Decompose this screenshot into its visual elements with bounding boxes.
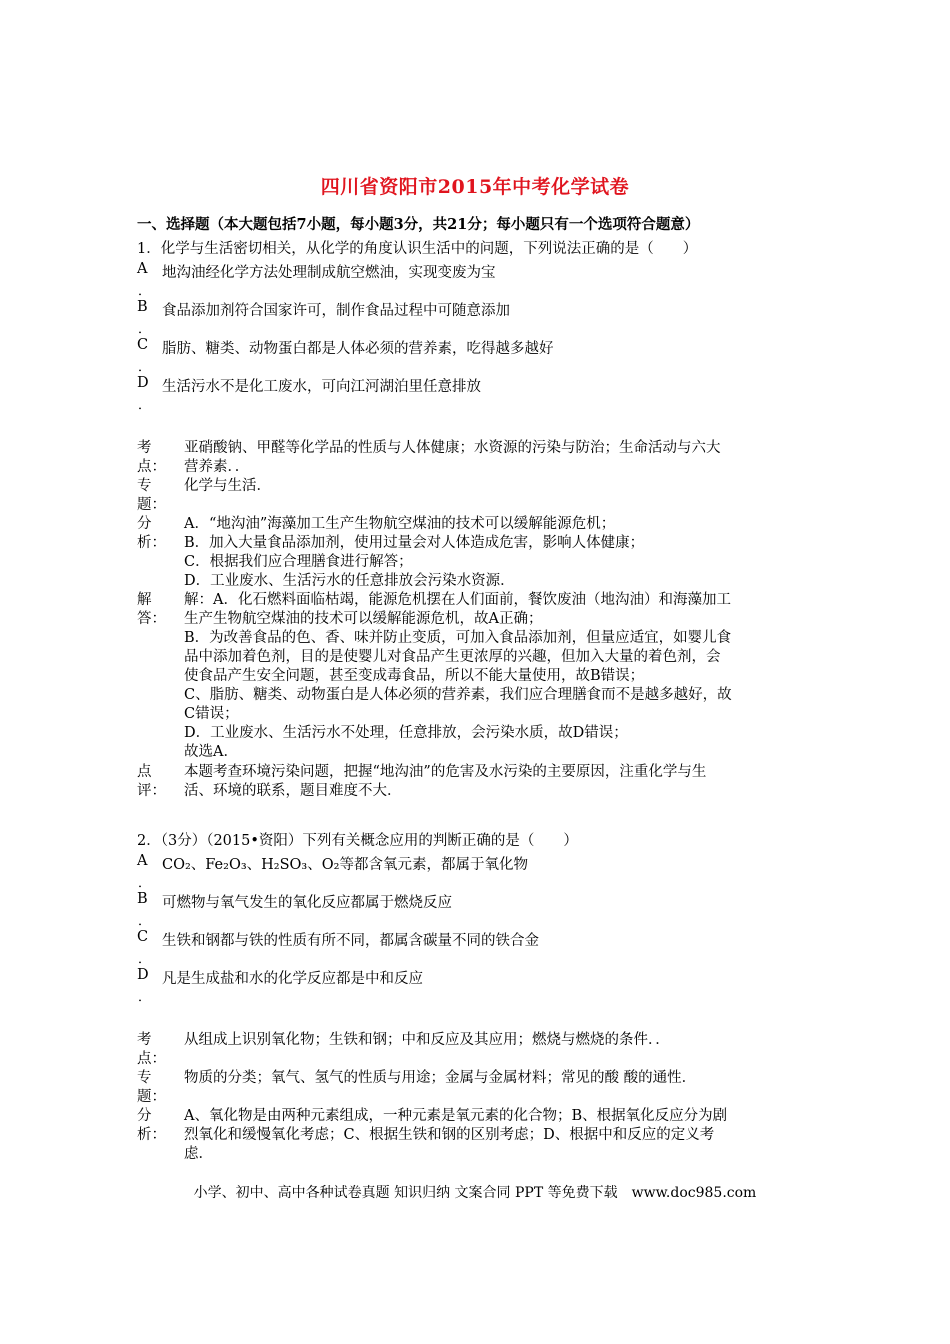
- text-line: A．“地沟油”海藻加工生产生物航空煤油的技术可以缓解能源危机；: [184, 516, 616, 532]
- option-dot: ．: [138, 398, 152, 413]
- text-line: B．为改善食品的色、香、味并防止变质，可加入食品添加剂，但量应适宜，如婴儿食: [184, 630, 732, 646]
- option-letter: B: [137, 891, 148, 907]
- q2-zhuanti-label: [137, 1069, 181, 1107]
- text-line: C错误；: [184, 706, 239, 722]
- option-dot: ．: [138, 914, 152, 929]
- option-letter: A: [137, 261, 148, 277]
- text-line: 解：A．化石燃料面临枯竭，能源危机摆在人们面前，餐饮废油（地沟油）和海藻加工: [184, 592, 731, 608]
- text-line: 营养素．．: [184, 459, 250, 475]
- text-line: C、脂肪、糖类、动物蛋白是人体必须的营养素，我们应合理膳食而不是越多越好，故: [184, 687, 732, 703]
- text-line: D．工业废水、生活污水不处理，任意排放，会污染水质，故D错误；: [184, 725, 628, 741]
- q2-fenxi-label: [137, 1107, 181, 1145]
- q2-fenxi: [184, 1107, 824, 1164]
- text-line: 本题考查环境污染问题，把握“地沟油”的危害及水污染的主要原因，注重化学与生: [184, 764, 707, 780]
- option-text: 脂肪、糖类、动物蛋白都是人体必须的营养素，吃得越多越好: [162, 341, 554, 357]
- option-text: 生铁和钢都与铁的性质有所不同，都属含碳量不同的铁合金: [162, 933, 539, 949]
- label-line: 点: [137, 764, 152, 780]
- option-text: 凡是生成盐和水的化学反应都是中和反应: [162, 971, 423, 987]
- q1-kaodian-label: [137, 439, 181, 477]
- label-line: 析：: [137, 535, 166, 551]
- footer-text: 小学、初中、高中各种试卷真题 知识归纳 文案合同 PPT 等免费下载 www.doc985.com: [193, 1185, 757, 1201]
- option-letter: C: [137, 337, 149, 353]
- option-letter: B: [137, 299, 148, 315]
- question-2-stem: 2．（3分）（2015•资阳）下列有关概念应用的判断正确的是（ ）: [137, 833, 578, 849]
- text-line: 从组成上识别氧化物；生铁和钢；中和反应及其应用；燃烧与燃烧的条件．．: [184, 1032, 670, 1048]
- option-letter: D: [137, 967, 149, 983]
- option-letter: D: [137, 375, 149, 391]
- option-letter: A: [137, 853, 148, 869]
- text-line: 故选A．: [184, 744, 238, 760]
- label-line: 分: [137, 516, 152, 532]
- option-letter: C: [137, 929, 149, 945]
- q1-dianping: [184, 763, 824, 801]
- q2-kaodian: [184, 1031, 824, 1050]
- q1-zhuanti-label: [137, 477, 181, 515]
- text-line: 物质的分类；氧气、氢气的性质与用途；金属与金属材料；常见的酸 酸的通性．: [184, 1070, 697, 1086]
- q1-zhuanti: [184, 477, 824, 496]
- label-line: 专: [137, 1070, 152, 1086]
- label-line: 考: [137, 1032, 152, 1048]
- text-line: 活、环境的联系，题目难度不大．: [184, 783, 402, 799]
- option-text: 食品添加剂符合国家许可，制作食品过程中可随意添加: [162, 303, 510, 319]
- option-dot: ．: [138, 952, 152, 967]
- option-text: 地沟油经化学方法处理制成航空燃油，实现变废为宝: [162, 265, 496, 281]
- label-line: 点：: [137, 459, 166, 475]
- text-line: 亚硝酸钠、甲醛等化学品的性质与人体健康；水资源的污染与防治；生命活动与六大: [184, 440, 721, 456]
- text-line: 化学与生活．: [184, 478, 271, 494]
- label-line: 解: [137, 592, 152, 608]
- label-line: 分: [137, 1108, 152, 1124]
- label-line: 析：: [137, 1127, 166, 1143]
- option-dot: ．: [138, 360, 152, 375]
- q1-dianping-label: [137, 763, 181, 801]
- text-line: 虑．: [184, 1146, 213, 1162]
- q1-jieda: [184, 591, 824, 762]
- q1-kaodian: [184, 439, 824, 477]
- option-dot: ．: [138, 322, 152, 337]
- text-line: B．加入大量食品添加剂，使用过量会对人体造成危害，影响人体健康；: [184, 535, 645, 551]
- option-dot: ．: [138, 876, 152, 891]
- option-text: CO₂、Fe₂O₃、H₂SO₃、O₂等都含氧元素，都属于氧化物: [162, 857, 528, 873]
- option-text: 生活污水不是化工废水，可向江河湖泊里任意排放: [162, 379, 481, 395]
- label-line: 专: [137, 478, 152, 494]
- label-line: 考: [137, 440, 152, 456]
- q2-zhuanti: [184, 1069, 824, 1088]
- option-dot: ．: [138, 990, 152, 1005]
- text-line: 品中添加着色剂，目的是使婴儿对食品产生更浓厚的兴趣，但加入大量的着色剂，会: [184, 649, 721, 665]
- text-line: 生产生物航空煤油的技术可以缓解能源危机，故A正确；: [184, 611, 543, 627]
- label-line: 点：: [137, 1051, 166, 1067]
- section-heading: 一、选择题（本大题包括7小题，每小题3分，共21分；每小题只有一个选项符合题意）: [137, 216, 700, 233]
- label-line: 评：: [137, 783, 166, 799]
- q1-fenxi-label: [137, 515, 181, 553]
- question-1-stem: 1．化学与生活密切相关，从化学的角度认识生活中的问题，下列说法正确的是（ ）: [137, 241, 698, 257]
- text-line: 烈氧化和缓慢氧化考虑；C、根据生铁和钢的区别考虑；D、根据中和反应的定义考: [184, 1127, 715, 1143]
- label-line: 答：: [137, 611, 166, 627]
- q1-fenxi: [184, 515, 824, 591]
- text-line: 使食品产生安全问题，甚至变成毒食品，所以不能大量使用，故B错误；: [184, 668, 645, 684]
- label-line: 题：: [137, 1089, 166, 1105]
- label-line: 题：: [137, 497, 166, 513]
- q1-jieda-label: [137, 591, 181, 629]
- option-dot: ．: [138, 284, 152, 299]
- q2-kaodian-label: [137, 1031, 181, 1069]
- text-line: D．工业废水、生活污水的任意排放会污染水资源．: [184, 573, 515, 589]
- exam-title: 四川省资阳市2015年中考化学试卷: [320, 176, 630, 198]
- option-text: 可燃物与氧气发生的氧化反应都属于燃烧反应: [162, 895, 452, 911]
- text-line: A、氧化物是由两种元素组成，一种元素是氧元素的化合物；B、根据氧化反应分为剧: [184, 1108, 728, 1124]
- text-line: C．根据我们应合理膳食进行解答；: [184, 554, 413, 570]
